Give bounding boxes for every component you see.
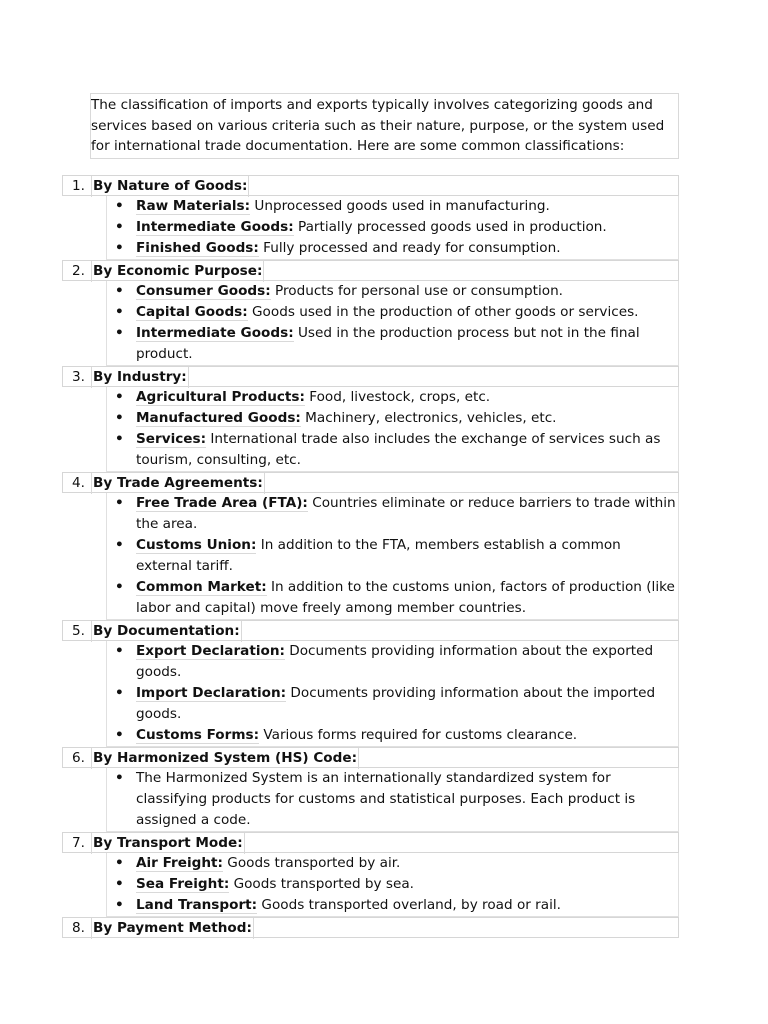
bullet-list: [106, 196, 679, 260]
list-item: [107, 768, 678, 831]
bullet-icon: •: [115, 855, 124, 871]
item-term: Customs Union:: [136, 537, 257, 553]
section-title: By Documentation:: [91, 621, 242, 642]
item-term: Agricultural Products:: [136, 389, 305, 405]
section-title: By Economic Purpose:: [91, 261, 264, 282]
list-item: [107, 641, 678, 683]
bullet-icon: •: [115, 495, 124, 511]
list-item: [107, 238, 678, 259]
section-number: 2.: [72, 263, 85, 279]
item-description: Machinery, electronics, vehicles, etc.: [300, 410, 557, 426]
item-description: Goods transported by sea.: [229, 876, 415, 892]
classification-list: [62, 175, 679, 938]
section-heading: [62, 917, 679, 938]
item-term: Customs Forms:: [136, 727, 260, 743]
section-number: 6.: [72, 750, 85, 766]
bullet-icon: •: [115, 537, 124, 553]
section-heading: [62, 472, 679, 493]
bullet-icon: •: [115, 685, 124, 701]
list-item: [107, 387, 678, 408]
item-description: In addition to the customs union, factors of production (like labor and capital) move freely among member countries.: [136, 579, 675, 616]
bullet-icon: •: [115, 410, 124, 426]
list-item: [107, 281, 678, 302]
item-term: Land Transport:: [136, 897, 258, 913]
bullet-list: [106, 281, 679, 366]
item-description: Goods transported by air.: [222, 855, 401, 871]
list-item: [107, 196, 678, 217]
list-item: [107, 853, 678, 874]
item-description: Products for personal use or consumption.: [270, 283, 564, 299]
section-heading: [62, 620, 679, 641]
bullet-icon: •: [115, 219, 124, 235]
item-term: Import Declaration:: [136, 685, 287, 701]
list-item: [107, 302, 678, 323]
list-item: [107, 408, 678, 429]
list-item: [107, 577, 678, 619]
item-term: Manufactured Goods:: [136, 410, 301, 426]
intro-paragraph: The classification of imports and exports typically involves categorizing goods and services based on various criteria such as their nature, purpose, or the system used for international trade documentation. Here are some common classifications:: [90, 93, 679, 159]
list-item: [107, 874, 678, 895]
bullet-icon: •: [115, 643, 124, 659]
item-description: Documents providing information about the imported goods.: [136, 685, 656, 722]
item-term: Intermediate Goods:: [136, 219, 294, 235]
list-item: [107, 725, 678, 746]
item-term: Air Freight:: [136, 855, 223, 871]
section-heading: [62, 832, 679, 853]
item-description: Countries eliminate or reduce barriers to trade within the area.: [136, 495, 676, 532]
section-number: 3.: [72, 369, 85, 385]
item-description: In addition to the FTA, members establish a common external tariff.: [136, 537, 621, 574]
bullet-icon: •: [115, 876, 124, 892]
bullet-icon: •: [115, 727, 124, 743]
section-heading: [62, 260, 679, 281]
section-title: By Harmonized System (HS) Code:: [91, 748, 359, 769]
item-description: Goods used in the production of other goods or services.: [247, 304, 639, 320]
item-term: Export Declaration:: [136, 643, 285, 659]
item-description: Various forms required for customs clearance.: [259, 727, 578, 743]
item-description: The Harmonized System is an internationally standardized system for classifying products for customs and statistical purposes. Each product is assigned a code.: [136, 770, 636, 828]
item-description: Documents providing information about the exported goods.: [136, 643, 654, 680]
item-term: Free Trade Area (FTA):: [136, 495, 308, 511]
list-item: [107, 493, 678, 535]
item-description: Partially processed goods used in production.: [293, 219, 607, 235]
item-term: Consumer Goods:: [136, 283, 271, 299]
item-description: International trade also includes the exchange of services such as tourism, consulting, etc.: [136, 431, 661, 468]
section-number: 1.: [72, 178, 85, 194]
item-description: Goods transported overland, by road or rail.: [257, 897, 561, 913]
list-item: [107, 429, 678, 471]
item-term: Common Market:: [136, 579, 267, 595]
section-number: 7.: [72, 835, 85, 851]
bullet-icon: •: [115, 198, 124, 214]
bullet-icon: •: [115, 304, 124, 320]
section-title: By Payment Method:: [91, 918, 254, 939]
item-term: Capital Goods:: [136, 304, 248, 320]
section-number: 5.: [72, 623, 85, 639]
bullet-icon: •: [115, 283, 124, 299]
bullet-icon: •: [115, 897, 124, 913]
bullet-icon: •: [115, 325, 124, 341]
section-title: By Industry:: [91, 367, 189, 388]
bullet-icon: •: [115, 240, 124, 256]
section-title: By Trade Agreements:: [91, 473, 265, 494]
bullet-icon: •: [115, 431, 124, 447]
bullet-icon: •: [115, 579, 124, 595]
section-number: 4.: [72, 475, 85, 491]
item-term: Services:: [136, 431, 207, 447]
section-heading: [62, 747, 679, 768]
list-item: [107, 323, 678, 365]
section-heading: [62, 366, 679, 387]
item-description: Used in the production process but not in the final product.: [136, 325, 640, 362]
section-heading: [62, 175, 679, 196]
bullet-list: [106, 641, 679, 747]
bullet-list: [106, 853, 679, 917]
item-term: Finished Goods:: [136, 240, 259, 256]
section-number: 8.: [72, 920, 85, 936]
list-item: [107, 217, 678, 238]
bullet-list: [106, 493, 679, 620]
section-title: By Transport Mode:: [91, 833, 245, 854]
list-item: [107, 683, 678, 725]
item-term: Sea Freight:: [136, 876, 230, 892]
bullet-list: [106, 387, 679, 472]
item-description: Unprocessed goods used in manufacturing.: [250, 198, 550, 214]
item-description: Fully processed and ready for consumption.: [258, 240, 561, 256]
bullet-icon: •: [115, 389, 124, 405]
bullet-icon: •: [115, 770, 124, 786]
item-term: Raw Materials:: [136, 198, 251, 214]
list-item: [107, 895, 678, 916]
item-description: Food, livestock, crops, etc.: [304, 389, 491, 405]
item-term: Intermediate Goods:: [136, 325, 294, 341]
bullet-list: [106, 768, 679, 832]
list-item: [107, 535, 678, 577]
section-title: By Nature of Goods:: [91, 176, 249, 197]
